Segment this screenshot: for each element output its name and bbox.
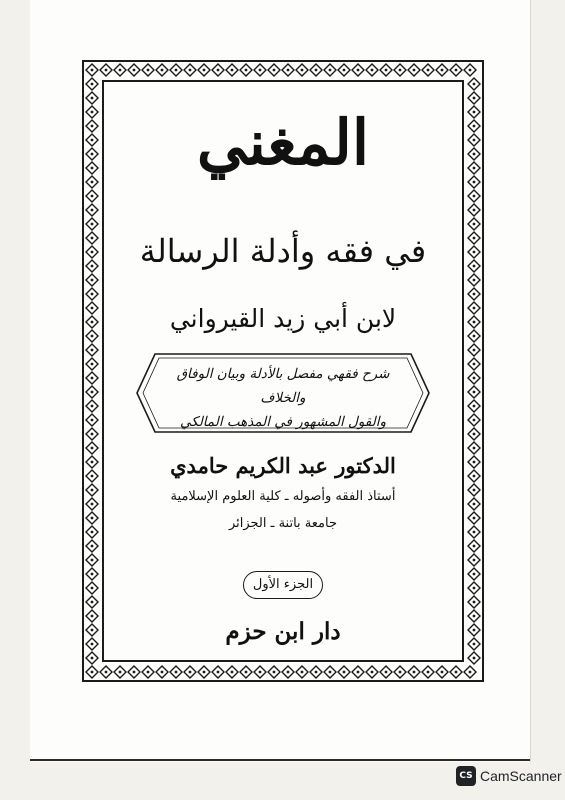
book-author: لابن أبي زيد القيرواني (169, 304, 397, 333)
commentator-name: الدكتور عبد الكريم حامدي (170, 453, 396, 478)
publisher-name: دار ابن حزم (225, 618, 341, 645)
book-title: المغني (196, 106, 370, 179)
commentator-position: أستاذ الفقه وأصوله ـ كلية العلوم الإسلامية (170, 489, 396, 504)
camscanner-logo-icon: CS (456, 766, 476, 786)
volume-label: الجزء الأول (243, 571, 323, 599)
commentator-university: جامعة باتنة ـ الجزائر (228, 516, 338, 531)
camscanner-label: CamScanner (480, 768, 562, 784)
description-line-1: شرح فقهي مفصل بالأدلة وبيان الوفاق والخلاف (176, 366, 390, 406)
page-bottom-rule (30, 759, 530, 761)
book-description (160, 362, 406, 434)
book-subtitle: في فقه وأدلة الرسالة (139, 232, 427, 270)
description-line-2: والقول المشهور في المذهب المالكي (179, 414, 387, 430)
